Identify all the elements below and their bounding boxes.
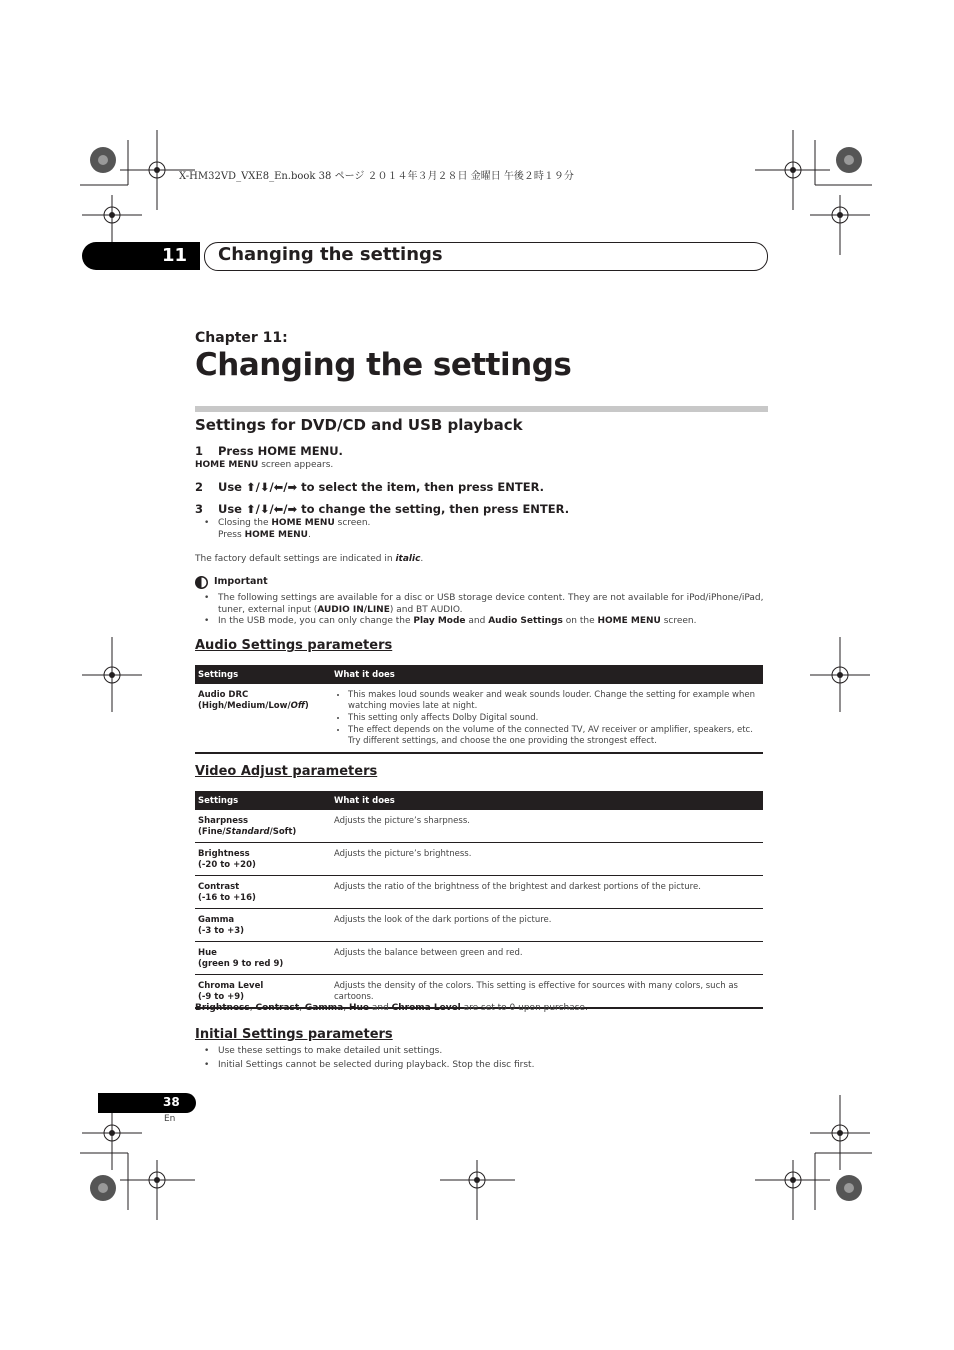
video-adjust-heading: Video Adjust parameters [195,764,378,779]
setting-name: Sharpness (Fine/Standard/Soft) [195,810,331,843]
chapter-number: 11 [162,245,188,266]
setting-description: Adjusts the ratio of the brightness of the brightest and darkest portions of the picture. [331,876,763,909]
setting-description: Adjusts the balance between green and red. [331,942,763,975]
setting-name: Contrast (-16 to +16) [195,876,331,909]
page-title: Changing the settings [195,347,572,383]
page-number-tab [98,1093,196,1113]
chapter-label: Chapter 11: [195,330,288,346]
chapter-tab-title: Changing the settings [218,244,443,265]
step-2: 2 Use ⬆/⬇/⬅/➡ to select the item, then press ENTER. [195,480,545,494]
initial-settings-heading: Initial Settings parameters [195,1027,393,1042]
step-1-note: HOME MENU screen appears. [195,460,334,470]
col-settings: Settings [195,791,331,810]
step-3-note: • Closing the HOME MENU screen. Press HOME MENU. [218,517,370,541]
section-heading: Settings for DVD/CD and USB playback [195,416,523,434]
table-header [195,665,763,684]
table-row [195,876,763,909]
setting-name: Hue (green 9 to red 9) [195,942,331,975]
setting-description: Adjusts the picture’s brightness. [331,843,763,876]
important-bullet-2: • In the USB mode, you can only change the Play Mode and Audio Settings on the HOME MENU screen. [218,615,768,627]
setting-description [331,684,763,753]
audio-settings-heading: Audio Settings parameters [195,638,393,653]
setting-description: Adjusts the picture’s sharpness. [331,810,763,843]
table-header [195,791,763,810]
initial-bullet-2: • Initial Settings cannot be selected during playback. Stop the disc first. [218,1059,534,1071]
factory-default-note: The factory default settings are indicated in italic. [195,554,424,564]
important-bullet-1: • The following settings are available for a disc or USB storage device content. They are not available for iPod/iPhone/iPad, tuner, external input (AUDIO IN/LINE) and BT AUDIO. [218,592,768,616]
important-icon [195,576,208,589]
page-language: En [164,1114,176,1124]
step-1: 1 Press HOME MENU. [195,444,343,458]
table-row [195,810,763,843]
book-file-line: X-HM32VD_VXE8_En.book 38 ページ ２０１４年３月２８日 金曜日 午後２時１９分 [179,171,574,182]
setting-description: Adjusts the density of the colors. This setting is effective for sources with many colors, such as cartoons. [331,975,763,1009]
page-number: 38 [163,1095,180,1109]
col-what-it-does: What it does [331,791,763,810]
setting-name: Chroma Level (-9 to +9) [195,975,331,1009]
video-note: Brightness, Contrast, Gamma, Hue and Chroma Level are set to 0 upon purchase. [195,1003,588,1013]
table-row [195,684,763,753]
list-item: • This makes loud sounds weaker and weak sounds louder. Change the setting for example when watching movies late at night. [348,690,760,712]
setting-name: Gamma (-3 to +3) [195,909,331,942]
table-row [195,942,763,975]
col-what-it-does: What it does [331,665,763,684]
list-item: • This setting only affects Dolby Digital sound. [348,713,760,724]
video-adjust-table [195,791,763,1009]
initial-bullet-1: • Use these settings to make detailed unit settings. [218,1045,442,1057]
table-row [195,909,763,942]
section-divider [195,406,768,412]
table-row [195,843,763,876]
setting-name: Brightness (-20 to +20) [195,843,331,876]
important-label: Important [214,576,268,587]
setting-description: Adjusts the look of the dark portions of the picture. [331,909,763,942]
col-settings: Settings [195,665,331,684]
step-3: 3 Use ⬆/⬇/⬅/➡ to change the setting, then press ENTER. [195,502,570,516]
setting-name: Audio DRC (High/Medium/Low/Off) [195,684,331,753]
audio-settings-table [195,665,763,754]
list-item: • The effect depends on the volume of the connected TV, AV receiver or amplifier, speakers, etc. Try different settings, and choose the one providing the strongest effect. [348,725,760,747]
